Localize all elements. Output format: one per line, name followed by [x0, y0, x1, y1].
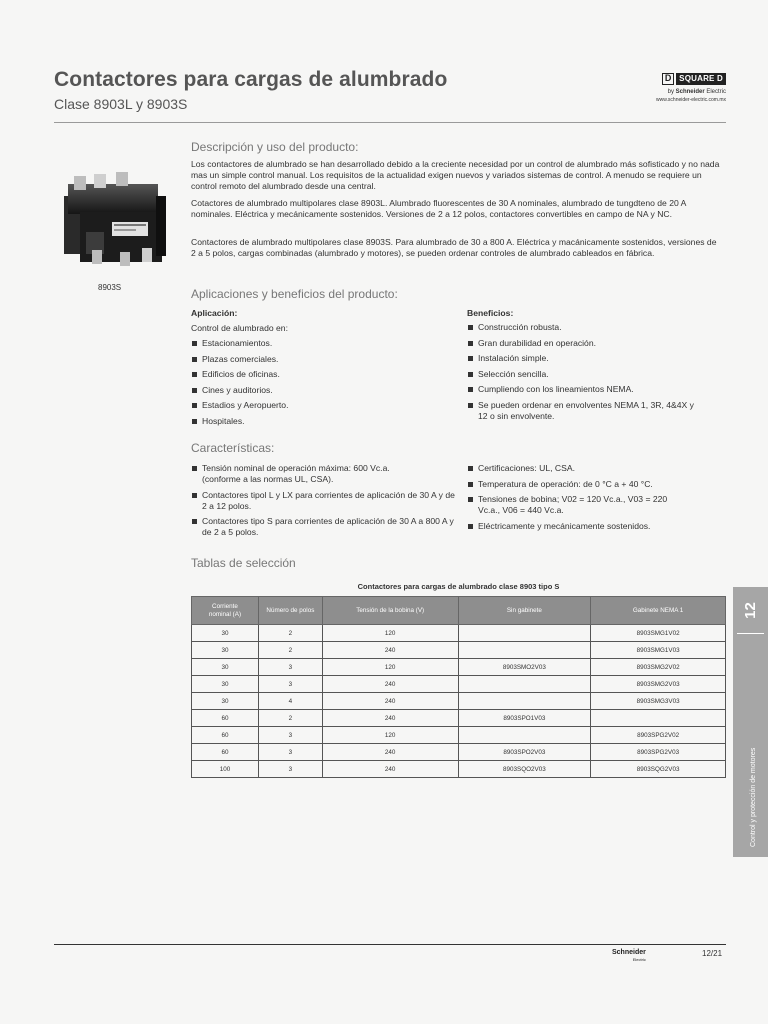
list-item: Gran durabilidad en operación.	[467, 338, 707, 349]
table-cell	[458, 676, 591, 693]
table-row	[192, 659, 726, 676]
table-row	[192, 642, 726, 659]
table-cell: 8903SMO2V03	[458, 659, 591, 676]
chapter-label-box	[733, 737, 768, 847]
list-item: Construcción robusta.	[467, 322, 707, 333]
table-cell	[458, 642, 591, 659]
features-right-list	[467, 463, 717, 536]
table-cell: 120	[322, 659, 458, 676]
brand-by: by	[667, 89, 674, 95]
product-photo	[60, 166, 172, 276]
application-intro: Control de alumbrado en:	[191, 323, 288, 333]
table-cell: 2	[258, 625, 322, 642]
features-left-list	[191, 463, 456, 543]
table-cell: 8903SMG2V03	[591, 676, 726, 693]
chapter-side-tab	[733, 587, 768, 857]
column-header: Tensión de la bobina (V)	[322, 597, 458, 625]
table-cell	[591, 710, 726, 727]
benefits-list	[467, 322, 707, 426]
table-cell: 3	[258, 727, 322, 744]
table-cell: 3	[258, 659, 322, 676]
column-header: Número de polos	[258, 597, 322, 625]
table-cell: 8903SQO2V03	[458, 761, 591, 778]
list-item: Certificaciones: UL, CSA.	[467, 463, 717, 474]
table-cell: 8903SMG1V02	[591, 625, 726, 642]
table-cell: 30	[192, 625, 259, 642]
brand-byline	[632, 89, 726, 95]
brand-company: Schneider	[675, 89, 705, 95]
applications-heading: Aplicaciones y beneficios del producto:	[191, 287, 398, 301]
list-item: Tensión nominal de operación máxima: 600 Vc.a. (conforme a las normas UL, CSA).	[191, 463, 402, 485]
table-row	[192, 761, 726, 778]
table-cell: 240	[322, 676, 458, 693]
list-item: Instalación simple.	[467, 353, 707, 364]
table-cell: 120	[322, 727, 458, 744]
table-cell: 30	[192, 693, 259, 710]
brand-block	[632, 72, 726, 103]
table-cell: 8903SQG2V03	[591, 761, 726, 778]
column-header: Corriente nominal (A)	[192, 597, 259, 625]
chapter-number	[733, 595, 768, 625]
table-cell: 30	[192, 659, 259, 676]
table-cell: 240	[322, 710, 458, 727]
table-cell: 8903SMG3V03	[591, 693, 726, 710]
list-item: Cumpliendo con los lineamientos NEMA.	[467, 384, 707, 395]
table-cell: 60	[192, 744, 259, 761]
table-cell: 3	[258, 676, 322, 693]
description-paragraph-1: Los contactores de alumbrado se han desarrollado debido a la creciente necesidad por un control de alumbrado más sofisticado y no nada mas un simple control manual. Los requisitos de la actualidad exigen nuevos y variados sistemas de control. A menudo se requiere un control remoto del alumbrado desde una central.	[191, 159, 720, 191]
list-item: Selección sencilla.	[467, 369, 707, 380]
product-caption: 8903S	[98, 283, 122, 292]
table-cell: 30	[192, 676, 259, 693]
list-item: Contactores tipol L y LX para corrientes de aplicación de 30 A y de 2 a 12 polos.	[191, 490, 457, 512]
table-cell: 240	[322, 744, 458, 761]
list-item: Estacionamientos.	[191, 338, 441, 349]
table-cell: 240	[322, 642, 458, 659]
table-cell: 8903SPO2V03	[458, 744, 591, 761]
description-heading: Descripción y uso del producto:	[191, 140, 359, 154]
table-row	[192, 710, 726, 727]
description-paragraph-2: Cotactores de alumbrado multipolares clase 8903L. Alumbrado fluorescentes de 30 A nominales, alumbrado de tungdteno de 20 A nominales. Eléctrica y mecánicamente sostenidos. Versiones de 2 a 12 polos, contactores convertibles en campo de NA y NC.	[191, 198, 686, 219]
contactor-image-icon	[60, 166, 172, 276]
table-header-row	[192, 597, 726, 625]
footer-logo	[612, 949, 646, 963]
column-header: Sin gabinete	[458, 597, 591, 625]
list-item: Temperatura de operación: de 0 °C a + 40 °C.	[467, 479, 717, 490]
table-cell: 8903SPG2V03	[591, 744, 726, 761]
table-cell: 8903SMG2V02	[591, 659, 726, 676]
benefits-label: Beneficios:	[467, 308, 514, 318]
table-cell: 8903SPO1V03	[458, 710, 591, 727]
description-paragraph-3: Contactores de alumbrado multipolares clase 8903S. Para alumbrado de 30 a 800 A. Eléctrica y macánicamente sostenidos, versiones de 2 a 5 polos, cargas combinadas (alumbrado y motores), se pueden ordenar controles de alumbrado cableados en fábrica.	[191, 237, 717, 258]
page-subtitle: Clase 8903L y 8903S	[54, 96, 188, 112]
table-cell: 60	[192, 710, 259, 727]
table-cell: 60	[192, 727, 259, 744]
table-cell: 100	[192, 761, 259, 778]
selection-heading: Tablas de selección	[191, 556, 296, 570]
table-cell: 2	[258, 710, 322, 727]
list-item: Hospitales.	[191, 416, 441, 427]
list-item: Tensiones de bobina; V02 = 120 Vc.a., V03 = 220 Vc.a., V06 = 440 Vc.a.	[467, 494, 678, 516]
table-cell	[458, 693, 591, 710]
footer-brand-name: Schneider	[612, 949, 646, 956]
table-cell: 4	[258, 693, 322, 710]
application-list	[191, 338, 441, 431]
list-item: Plazas comerciales.	[191, 354, 441, 365]
table-cell: 8903SPG2V02	[591, 727, 726, 744]
features-heading: Características:	[191, 441, 275, 455]
application-label: Aplicación:	[191, 308, 238, 318]
title-divider	[54, 122, 726, 123]
brand-url: www.schneider-electric.com.mx	[655, 97, 726, 103]
table-cell: 2	[258, 642, 322, 659]
table-cell: 120	[322, 625, 458, 642]
page-number: 12/21	[702, 949, 723, 958]
list-item: Edificios de oficinas.	[191, 369, 441, 380]
list-item: Se pueden ordenar en envolventes NEMA 1, 3R, 4&4X y 12 o sin envolvente.	[467, 400, 698, 422]
table-cell	[458, 625, 591, 642]
square-d-logo-name: SQUARE D	[676, 73, 726, 85]
table-row	[192, 693, 726, 710]
table-cell	[458, 727, 591, 744]
table-row	[192, 727, 726, 744]
square-d-logo	[632, 72, 726, 86]
list-item: Cines y auditorios.	[191, 385, 441, 396]
table-cell: 30	[192, 642, 259, 659]
page-title: Contactores para cargas de alumbrado	[54, 68, 448, 91]
square-d-logo-mark: D	[662, 73, 674, 85]
footer-brand-suffix: Electric	[632, 957, 646, 962]
chapter-label: Control y protección de motores	[750, 747, 757, 847]
table-cell: 240	[322, 761, 458, 778]
chapter-tab-divider	[737, 633, 764, 634]
list-item: Eléctricamente y mecánicamente sostenidos.	[467, 521, 717, 532]
selection-table	[191, 596, 726, 778]
table-cell: 8903SMG1V03	[591, 642, 726, 659]
table-row	[192, 625, 726, 642]
list-item: Contactores tipo S para corrientes de aplicación de 30 A a 800 A y de 2 a 5 polos.	[191, 516, 457, 538]
table-cell: 3	[258, 761, 322, 778]
table-row	[192, 744, 726, 761]
list-item: Estadios y Aeropuerto.	[191, 400, 441, 411]
column-header: Gabinete NEMA 1	[591, 597, 726, 625]
table-cell: 3	[258, 744, 322, 761]
footer-divider	[54, 944, 726, 945]
selection-table-title: Contactores para cargas de alumbrado clase 8903 tipo S	[357, 582, 560, 591]
chapter-number-text: 12	[742, 601, 759, 619]
table-row	[192, 676, 726, 693]
brand-company-suffix: Electric	[706, 89, 726, 95]
table-cell: 240	[322, 693, 458, 710]
